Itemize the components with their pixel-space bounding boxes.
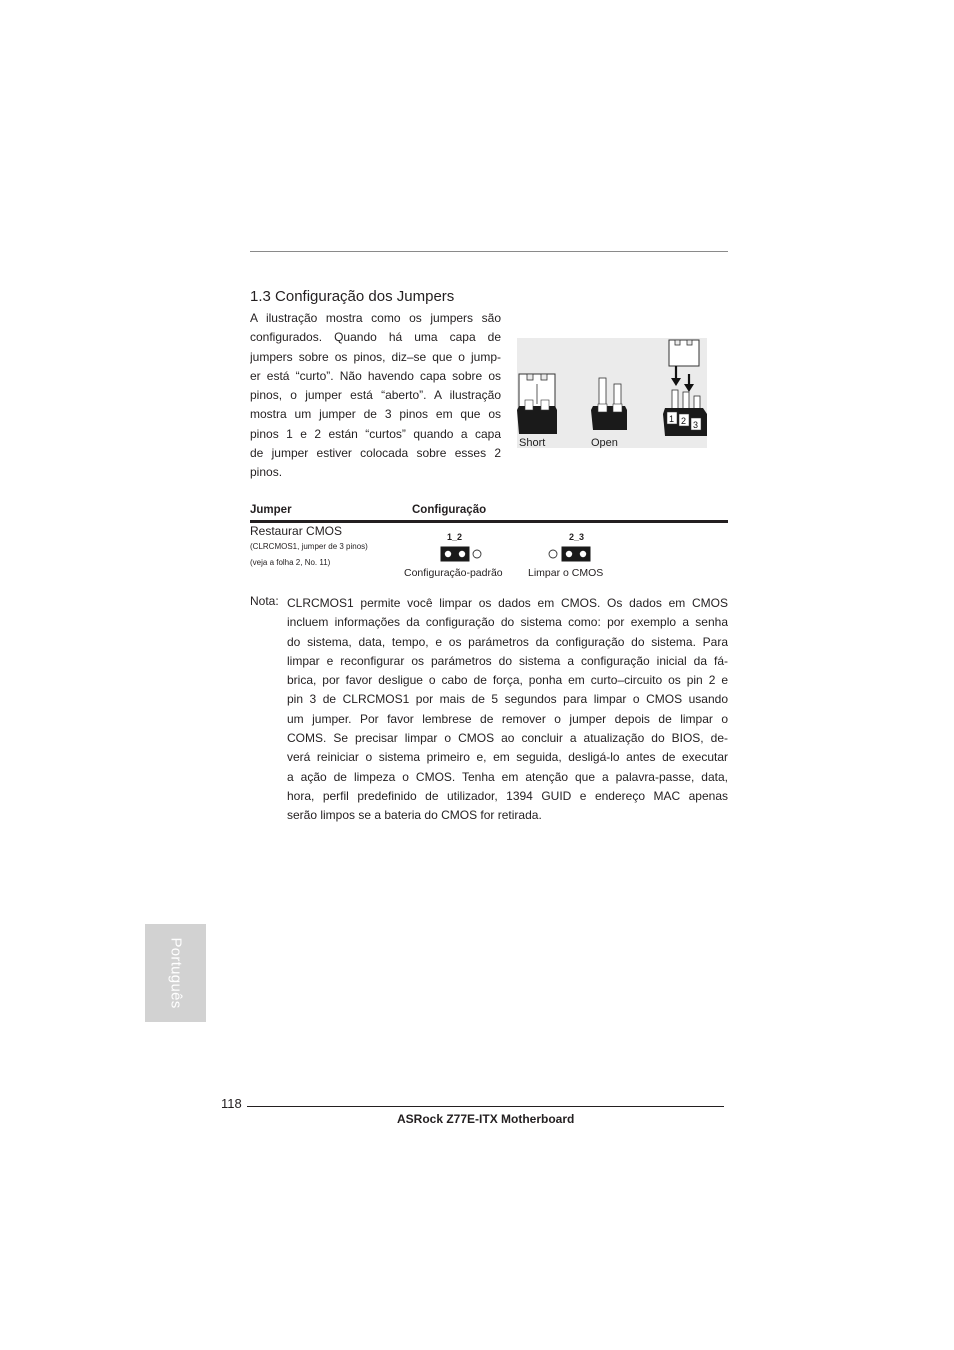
row-jumper-reference: (veja a folha 2, No. 11)	[250, 558, 331, 567]
intro-paragraph	[250, 309, 501, 483]
intro-line: mostra um jumper de 3 pinos em que os	[250, 407, 501, 422]
intro-line: er está “curto”. Não havendo capa sobre os	[250, 368, 501, 383]
footer-product-name: ASRock Z77E-ITX Motherboard	[397, 1112, 575, 1126]
intro-line: configurados. Quando há uma capa de	[250, 330, 501, 345]
note-line: pin 3 de CLRCMOS1 por mais de 5 segundos para limpar o CMOS usando	[287, 692, 728, 707]
table-header-jumper: Jumper	[250, 504, 292, 516]
intro-line: pinos 1 e 2 están “curtos” quando a capa	[250, 426, 501, 441]
note-line: limpar e reconfigurar os parámetros do sistema a configuração inicial da fá-	[287, 653, 728, 668]
note-label: Nota:	[250, 594, 279, 608]
open-jumper-icon	[591, 378, 627, 430]
pin-label: 1	[669, 414, 675, 424]
intro-line: pinos, o jumper está “aberto”. A ilustração	[250, 388, 501, 403]
open-label: Open	[591, 437, 618, 448]
note-paragraph	[287, 594, 728, 826]
language-side-tab	[145, 924, 206, 1022]
option2-caption: Limpar o CMOS	[528, 567, 604, 579]
table-header-configuracao: Configuração	[412, 504, 487, 516]
option1-caption: Configuração-padrão	[404, 567, 503, 579]
row-jumper-detail: (CLRCMOS1, jumper de 3 pinos)	[250, 542, 368, 551]
note-line: serão limpos se a bateria do CMOS for retirada.	[287, 808, 542, 823]
option1-pin-label: 1_2	[447, 532, 463, 542]
option2-pin-label: 2_3	[569, 532, 585, 542]
note-line: COMS. Se precisar limpar o CMOS ao concluir a atualização do BIOS, de-	[287, 731, 728, 746]
note-line: incluem informações da configuração do sistema como: por exemplo a senha	[287, 615, 728, 630]
pin-label: 3	[693, 420, 699, 430]
note-line: CLRCMOS1 permite você limpar os dados em CMOS. Os dados em CMOS	[287, 596, 728, 610]
jumper-illustration-svg	[517, 338, 707, 448]
top-divider	[250, 251, 728, 252]
section-title: 1.3 Configuração dos Jumpers	[250, 288, 455, 305]
jumper-illustration	[517, 338, 707, 448]
short-jumper-icon	[517, 374, 557, 434]
note-line: do sistema, data, tempo, e os parámetros da configuração do sistema. Para	[287, 634, 728, 649]
short-label: Short	[519, 437, 546, 448]
note-line: hora, perfil predefinido de utilizador, 1394 GUID e endereço MAC apenas	[287, 788, 728, 803]
jumper-1-2-icon	[440, 546, 485, 567]
table-header-rule	[250, 520, 728, 523]
pin-label: 2	[681, 416, 687, 426]
jumper-2-3-icon	[546, 546, 591, 567]
note-line: um jumper. Por favor lembrese de remover o jumper depois de limpar o	[287, 711, 728, 726]
intro-line: pinos.	[250, 465, 283, 480]
page-number: 118	[221, 1096, 242, 1111]
note-line: a ação de limpeza o CMOS. Tenha em atenção que a palavra-passe, data,	[287, 769, 728, 784]
intro-line: jumpers sobre os pinos, diz–se que o jump-	[250, 349, 501, 364]
language-label: Português	[167, 937, 184, 1009]
row-jumper-name: Restaurar CMOS	[250, 524, 343, 538]
intro-line: de jumper estiver colocada sobre esses 2	[250, 446, 501, 461]
footer-rule	[247, 1106, 724, 1107]
note-line: verá reiniciar o sistema primeiro e, em seguida, desligá-lo antes de executar	[287, 750, 728, 765]
intro-line: A ilustração mostra como os jumpers são	[250, 311, 501, 325]
note-line: brica, por favor desligue o cabo de força, ponha em curto–circuito os pin 2 e	[287, 673, 728, 688]
